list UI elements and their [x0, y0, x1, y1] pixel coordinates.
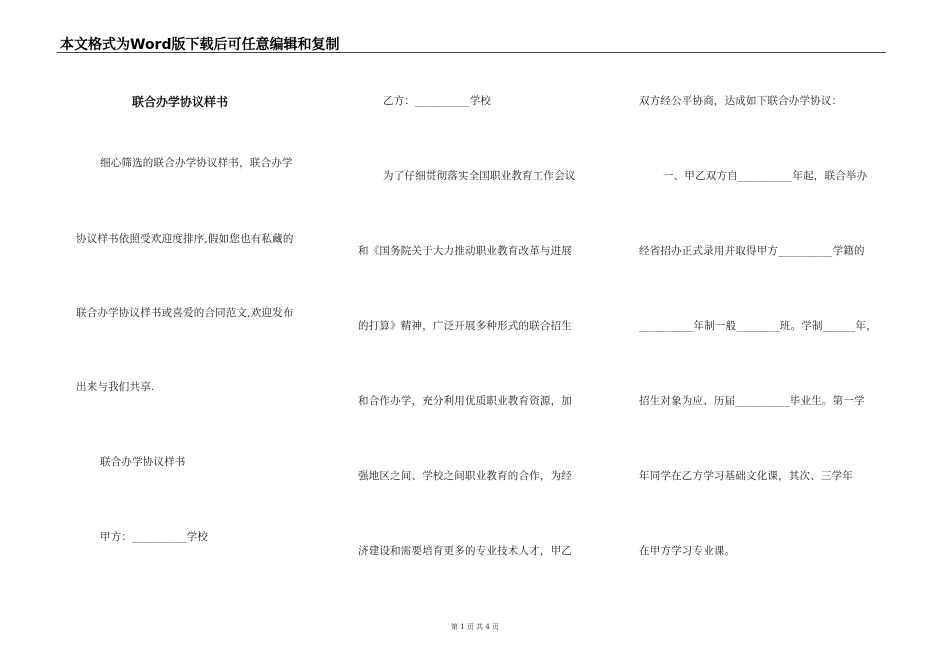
party-b-line: 乙方：__________学校: [383, 95, 491, 107]
clause-line: 一、甲乙双方自__________年起，联合举办: [663, 170, 868, 182]
paragraph-line: 双方经公平协商，达成如下联合办学协议：: [639, 95, 843, 107]
paragraph-line: 强地区之间、学校之间职业教育的合作，为经: [358, 470, 572, 482]
paragraph-line: 的打算》精神，广泛开展多种形式的联合招生: [358, 320, 572, 332]
section-heading: 联合办学协议样书: [100, 456, 186, 468]
paragraph-line: 招生对象为应、历届__________毕业生。第一学: [639, 395, 865, 407]
paragraph-line: 协议样书依照受欢迎度排序,假如您也有私藏的: [76, 233, 294, 245]
paragraph-line: 在甲方学习专业课。: [639, 545, 736, 557]
paragraph-line: __________年制一般________班。学制______年，: [639, 320, 877, 332]
paragraph-line: 联合办学协议样书或喜爱的合同范文,欢迎发布: [76, 307, 294, 319]
party-a-line: 甲方：__________学校: [100, 531, 208, 543]
paragraph-line: 经省招办正式录用并取得甲方__________学籍的: [639, 245, 865, 257]
paragraph-line: 济建设和需要培育更多的专业技术人才，甲乙: [358, 545, 572, 557]
paragraph-line: 年同学在乙方学习基础文化课，其次、三学年: [639, 470, 853, 482]
page-number: 第 1 页 共 4 页: [450, 623, 500, 631]
document-title: 联合办学协议样书: [132, 95, 229, 109]
paragraph-line: 为了仔细贯彻落实全国职业教育工作会议: [383, 170, 576, 182]
paragraph-line: 出来与我们共享.: [76, 381, 155, 393]
paragraph-line: 细心筛选的联合办学协议样书，联合办学: [100, 157, 293, 169]
paragraph-line: 和合作办学，充分利用优质职业教育资源，加: [358, 395, 572, 407]
header-title: 本文格式为Word版下载后可任意编辑和复制: [60, 37, 340, 53]
paragraph-line: 和《国务院关于大力推动职业教育改革与进展: [358, 245, 572, 257]
header-divider: [57, 52, 886, 53]
